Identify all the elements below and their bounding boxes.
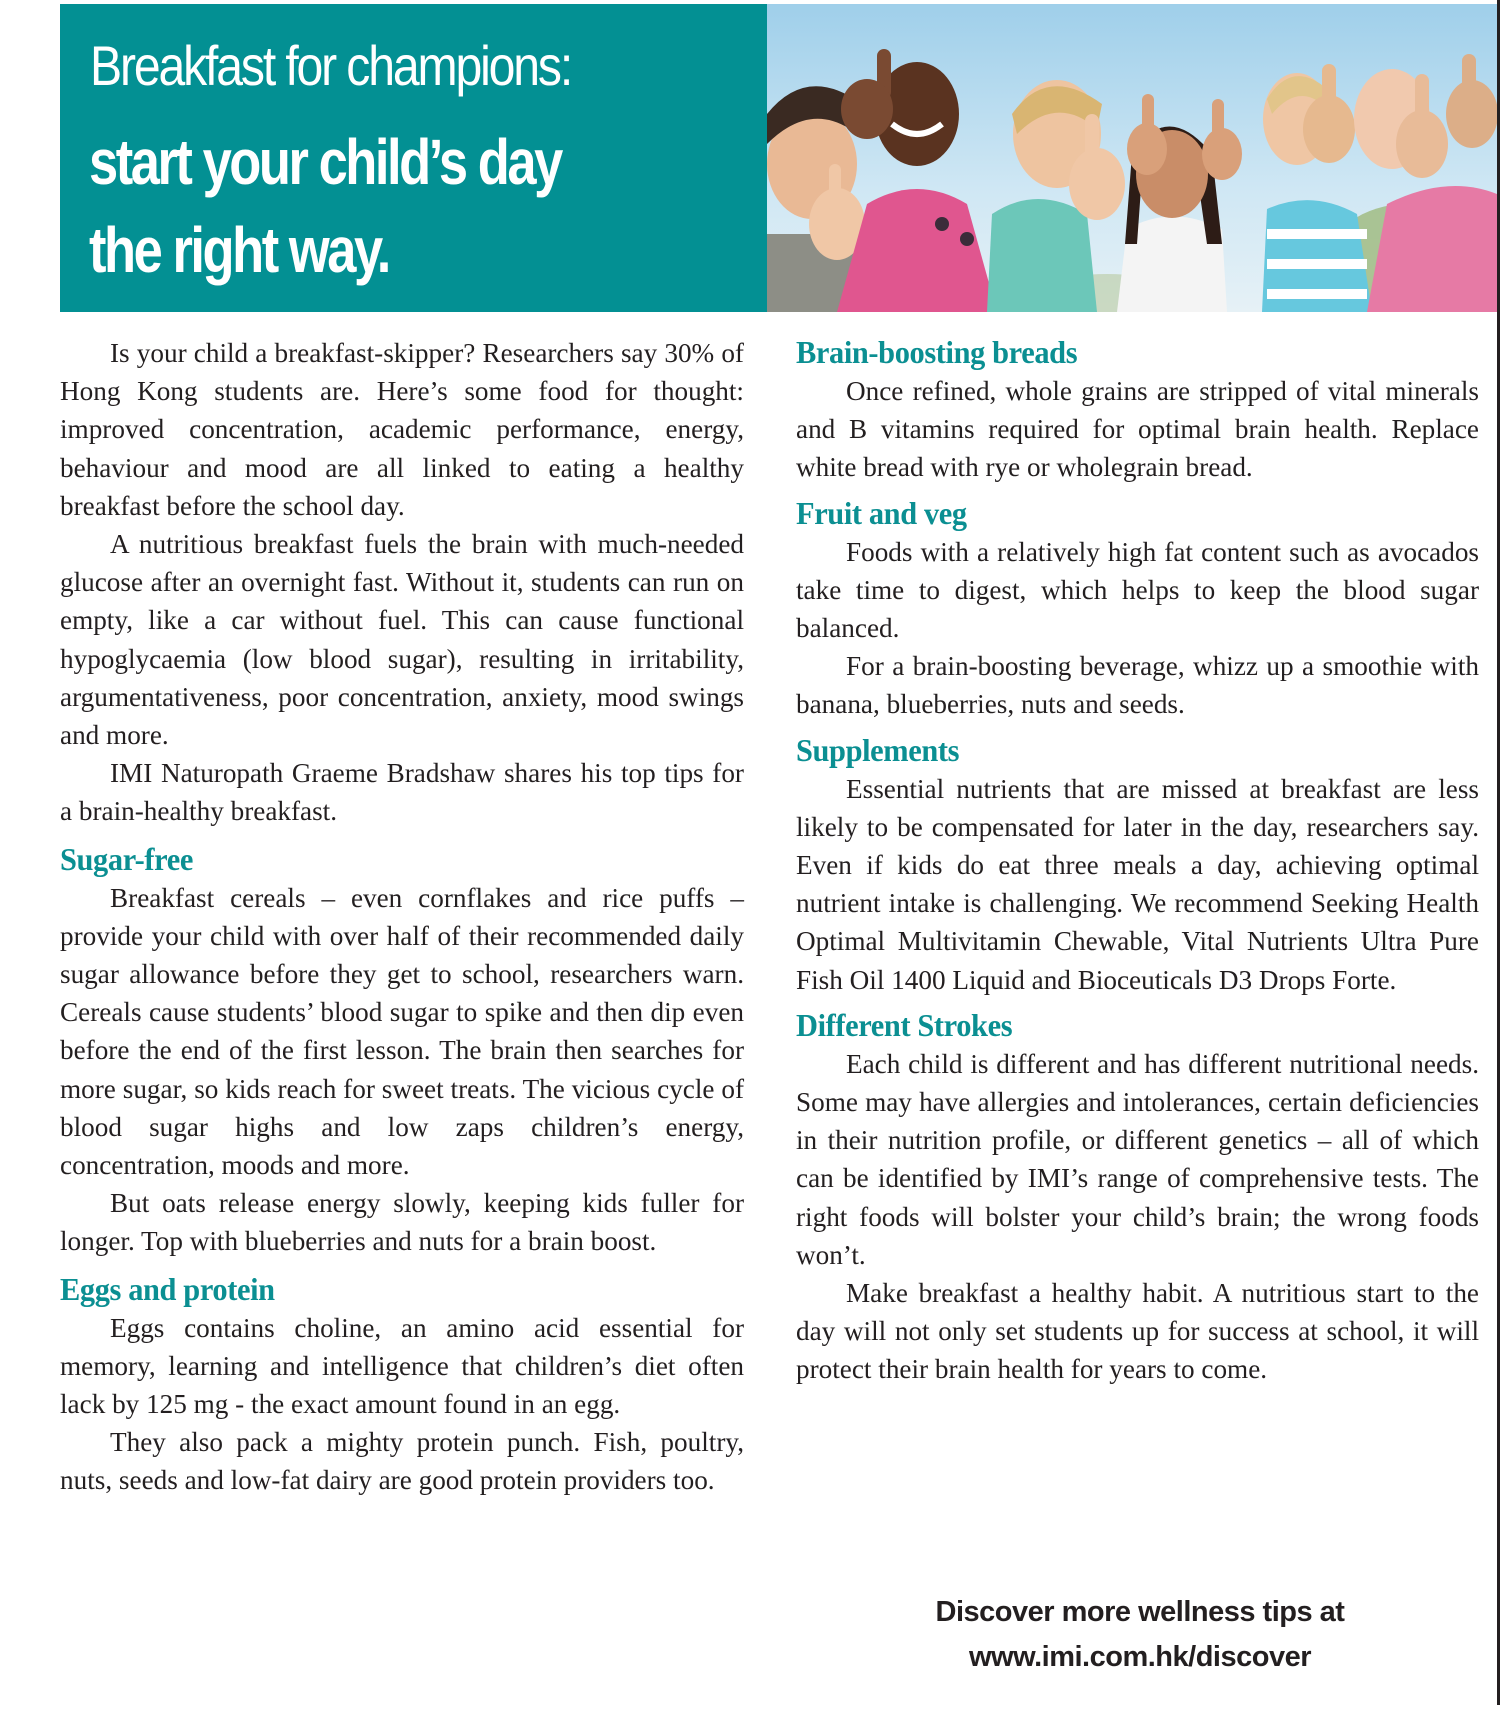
page-edge-rule — [1497, 0, 1500, 1705]
photo-illustration — [767, 4, 1497, 312]
headline-line-3: the right way. — [89, 214, 389, 286]
breads-paragraph-1: Once refined, whole grains are stripped of vital minerals and B vitamins required for optimal brain health. Replace white bread with rye or wholegrain bread. — [796, 376, 1479, 483]
section-heading-eggs-protein: Eggs and protein — [60, 1270, 275, 1307]
strokes-paragraph-2: Make breakfast a healthy habit. A nutritious start to the day will not only set students up for success at school, it will protect their brain health for years to come. — [796, 1278, 1479, 1385]
children-thumbs-up-photo — [767, 4, 1497, 312]
header-banner — [60, 4, 774, 312]
section-heading-fruit-veg: Fruit and veg — [796, 494, 967, 531]
intro-paragraph-1: Is your child a breakfast-skipper? Researchers say 30% of Hong Kong students are. Here’s some food for thought: improved concentration, academic performance, energy, behaviour and mood are all linked to eating a healthy breakfast before the school day. — [60, 338, 744, 521]
section-heading-supplements: Supplements — [796, 731, 960, 768]
eggs-paragraph-1: Eggs contains choline, an amino acid essential for memory, learning and intelligence that children’s diet often lack by 125 mg - the exact amount found in an egg. — [60, 1312, 744, 1420]
supplements-paragraph-1: Essential nutrients that are missed at breakfast are less likely to be compensated for later in the day, researchers say. Even if kids do eat three meals a day, achieving optimal nutrient intake is challenging. We recommend Seeking Health Optimal Multivitamin Chewable, Vital Nutrients Ultra Pure Fish Oil 1400 Liquid and Bioceuticals D3 Drops Forte. — [796, 773, 1479, 995]
eggs-paragraph-2: They also pack a mighty protein punch. Fish, poultry, nuts, seeds and low-fat dairy are good protein providers too. — [60, 1427, 744, 1496]
section-heading-brain-breads: Brain-boosting breads — [796, 334, 1078, 370]
section-heading-sugar-free: Sugar-free — [60, 840, 193, 877]
headline-line-1: Breakfast for champions: — [90, 34, 572, 97]
call-to-action — [800, 1590, 1480, 1680]
sugar-free-paragraph-2: But oats release energy slowly, keeping kids fuller for longer. Top with blueberries and nuts for a brain boost. — [60, 1188, 744, 1257]
intro-paragraph-2: A nutritious breakfast fuels the brain with much-needed glucose after an overnight fast. Without it, students can run on empty, like a car without fuel. This can cause functional hypoglycaemia (low blood sugar), resulting in irritability, argumentativeness, poor concentration, anxiety, mood swings and more. — [60, 529, 744, 751]
discover-link[interactable]: www.imi.com.hk/discover — [969, 1641, 1311, 1673]
fruit-veg-paragraph-1: Foods with a relatively high fat content such as avocados take time to digest, which helps to keep the blood sugar balanced. — [796, 536, 1479, 644]
headline-line-2: start your child’s day — [89, 126, 561, 198]
intro-paragraph-3: IMI Naturopath Graeme Bradshaw shares his top tips for a brain-healthy breakfast. — [60, 758, 744, 827]
sugar-free-paragraph-1: Breakfast cereals – even cornflakes and rice puffs – provide your child with over half of their recommended daily sugar allowance before they get to school, researchers warn. Cereals cause students’ blood sugar to spike and then dip even before the end of the first lesson. The brain then searches for more sugar, so kids reach for sweet treats. The vicious cycle of blood sugar highs and low zaps children’s energy, concentration, moods and more. — [60, 882, 744, 1181]
section-heading-different-strokes: Different Strokes — [796, 1006, 1013, 1043]
article-column-left — [60, 334, 744, 1500]
article-column-right — [796, 330, 1479, 1389]
cta-text: Discover more wellness tips at — [935, 1596, 1345, 1628]
fruit-veg-paragraph-2: For a brain-boosting beverage, whizz up a smoothie with banana, blueberries, nuts and seeds. — [796, 651, 1479, 720]
strokes-paragraph-1: Each child is different and has different nutritional needs. Some may have allergies and intolerances, certain deficiencies in their nutrition profile, or different genetics – all of which can be identified by IMI’s range of comprehensive tests. The right foods will bolster your child’s brain; the wrong foods won’t. — [796, 1048, 1479, 1270]
